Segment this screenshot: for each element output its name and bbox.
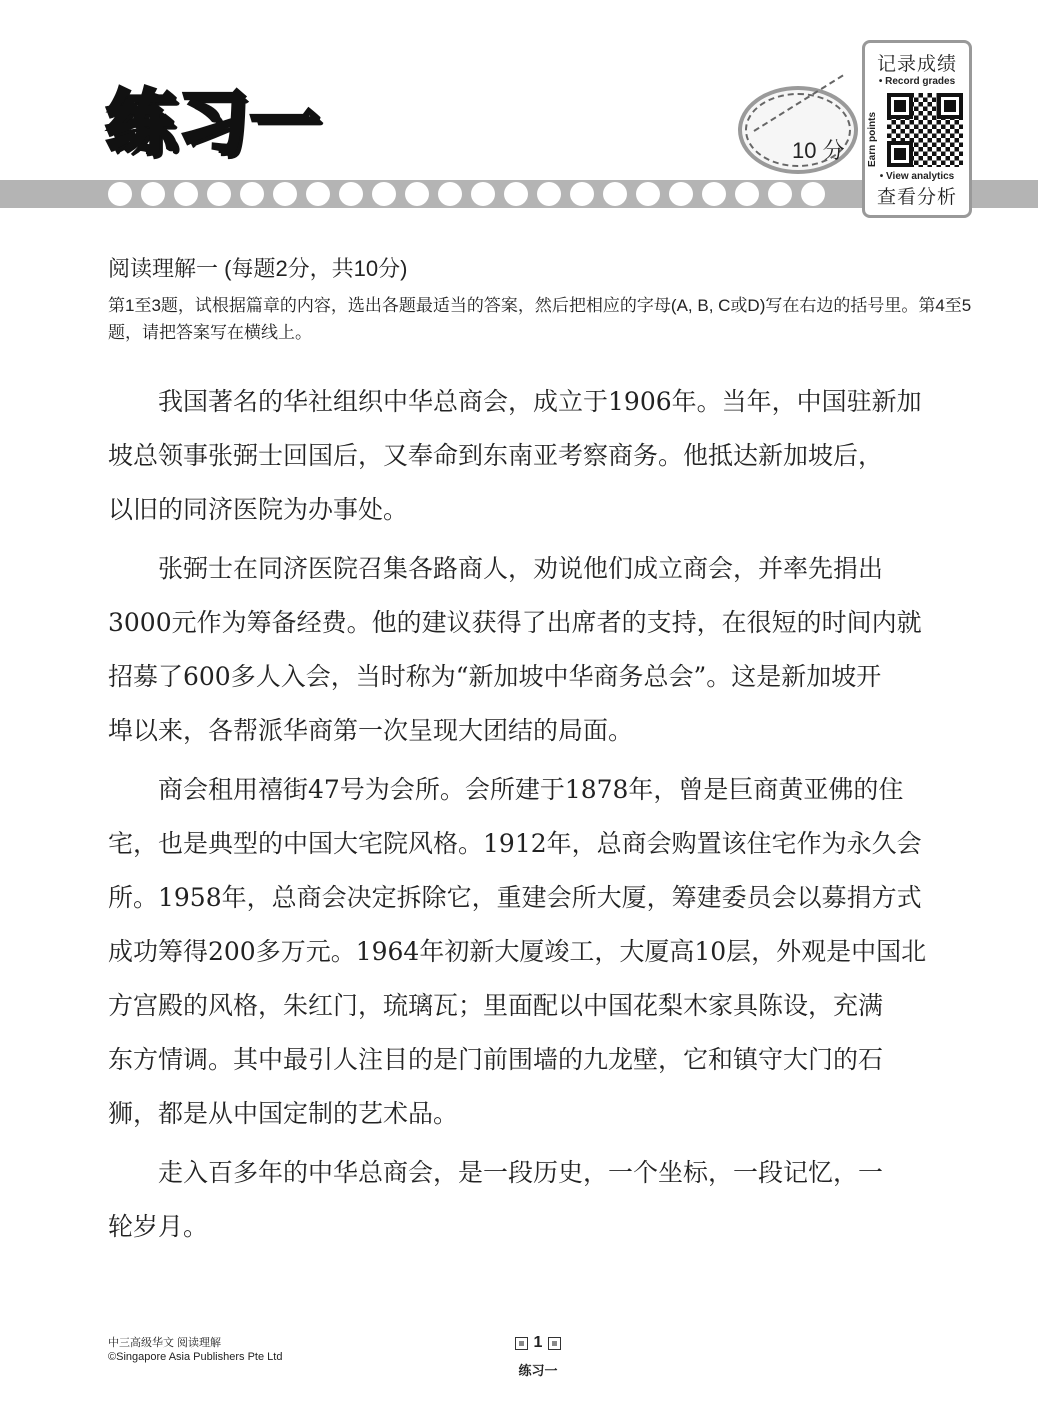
square-icon bbox=[515, 1337, 528, 1350]
footer-info bbox=[108, 1336, 282, 1364]
passage-line: 我国著名的华社组织中华总商会，成立于1906年。当年，中国驻新加 bbox=[108, 387, 922, 416]
decorative-dot bbox=[735, 182, 759, 206]
exercise-title: 练习一 bbox=[106, 82, 322, 164]
decorative-dot bbox=[405, 182, 429, 206]
footer-book-title: 中三高级华文 阅读理解 bbox=[108, 1337, 222, 1349]
decorative-dot bbox=[768, 182, 792, 206]
passage-line: 3000元作为筹备经费。他的建议获得了出席者的支持，在很短的时间内就 bbox=[108, 608, 922, 637]
decorative-dot bbox=[669, 182, 693, 206]
decorative-dot bbox=[570, 182, 594, 206]
score-badge bbox=[738, 86, 858, 174]
footer-copyright: ©Singapore Asia Publishers Pte Ltd bbox=[108, 1351, 283, 1363]
passage-line: 埠以来，各帮派华商第一次呈现大团结的局面。 bbox=[108, 716, 634, 745]
footer-section: 练习一 bbox=[518, 1363, 558, 1378]
passage-line: 张弼士在同济医院召集各路商人，劝说他们成立商会，并率先捐出 bbox=[108, 554, 884, 583]
decorative-dot bbox=[108, 182, 132, 206]
passage-line: 轮岁月。 bbox=[108, 1212, 209, 1241]
passage-line: 走入百多年的中华总商会，是一段历史，一个坐标，一段记忆，一 bbox=[108, 1158, 884, 1187]
passage-line: 商会租用禧街47号为会所。会所建于1878年，曾是巨商黄亚佛的住 bbox=[108, 775, 904, 804]
section-instructions: 第1至3题，试根据篇章的内容，选出各题最适当的答案，然后把相应的字母(A, B, C或D)写在右边的括号里。第4至5题，请把答案写在横线上。 bbox=[108, 296, 972, 342]
decorative-dot bbox=[306, 182, 330, 206]
section-heading: 阅读理解一 (每题2分，共10分) bbox=[108, 256, 408, 281]
page-number: 1 bbox=[533, 1334, 543, 1351]
qr-code-icon[interactable] bbox=[887, 93, 963, 167]
qr-panel[interactable] bbox=[862, 40, 972, 218]
passage-line: 招募了600多人入会，当时称为“新加坡中华商务总会”。这是新加坡开 bbox=[108, 662, 882, 691]
decorative-dot bbox=[273, 182, 297, 206]
score-total: 10 分 bbox=[792, 138, 845, 163]
passage-paragraph bbox=[108, 1151, 988, 1259]
passage-line: 所。1958年，总商会决定拆除它，重建会所大厦，筹建委员会以募捐方式 bbox=[108, 883, 922, 912]
decorative-dot bbox=[372, 182, 396, 206]
passage-paragraph bbox=[108, 380, 988, 542]
passage-line: 坡总领事张弼士回国后，又奉命到东南亚考察商务。他抵达新加坡后， bbox=[108, 441, 884, 470]
passage-line: 方宫殿的风格，朱红门，琉璃瓦；里面配以中国花梨木家具陈设，充满 bbox=[108, 991, 884, 1020]
passage-line: 以旧的同济医院为办事处。 bbox=[108, 495, 409, 524]
decorative-dot bbox=[174, 182, 198, 206]
decorative-dot bbox=[339, 182, 363, 206]
qr-earn-text: Earn points bbox=[867, 111, 878, 167]
decorative-dot bbox=[504, 182, 528, 206]
decorative-dot bbox=[603, 182, 627, 206]
passage-line: 东方情调。其中最引人注目的是门前围墙的九龙壁，它和镇守大门的石 bbox=[108, 1045, 884, 1074]
decorative-dot bbox=[636, 182, 660, 206]
qr-bottom-label: 查看分析 bbox=[876, 187, 957, 208]
decorative-dot bbox=[801, 182, 825, 206]
decorative-dot bbox=[141, 182, 165, 206]
decorative-dot bbox=[240, 182, 264, 206]
decorative-dot bbox=[207, 182, 231, 206]
qr-top-label: 记录成绩 bbox=[876, 54, 957, 75]
qr-view-text: • View analytics bbox=[879, 171, 955, 182]
square-icon bbox=[548, 1337, 561, 1350]
passage-paragraph bbox=[108, 547, 988, 763]
decorative-dot bbox=[471, 182, 495, 206]
passage-line: 成功筹得200多万元。1964年初新大厦竣工，大厦高10层，外观是中国北 bbox=[108, 937, 927, 966]
decorative-dots bbox=[108, 182, 825, 206]
decorative-dot bbox=[438, 182, 462, 206]
reading-passage bbox=[108, 380, 988, 1264]
decorative-dot bbox=[537, 182, 561, 206]
decorative-dot bbox=[702, 182, 726, 206]
footer-page bbox=[508, 1334, 568, 1379]
passage-line: 狮，都是从中国定制的艺术品。 bbox=[108, 1099, 459, 1128]
passage-line: 宅，也是典型的中国大宅院风格。1912年，总商会购置该住宅作为永久会 bbox=[108, 829, 922, 858]
passage-paragraph bbox=[108, 768, 988, 1146]
qr-record-text: • Record grades bbox=[878, 76, 956, 87]
